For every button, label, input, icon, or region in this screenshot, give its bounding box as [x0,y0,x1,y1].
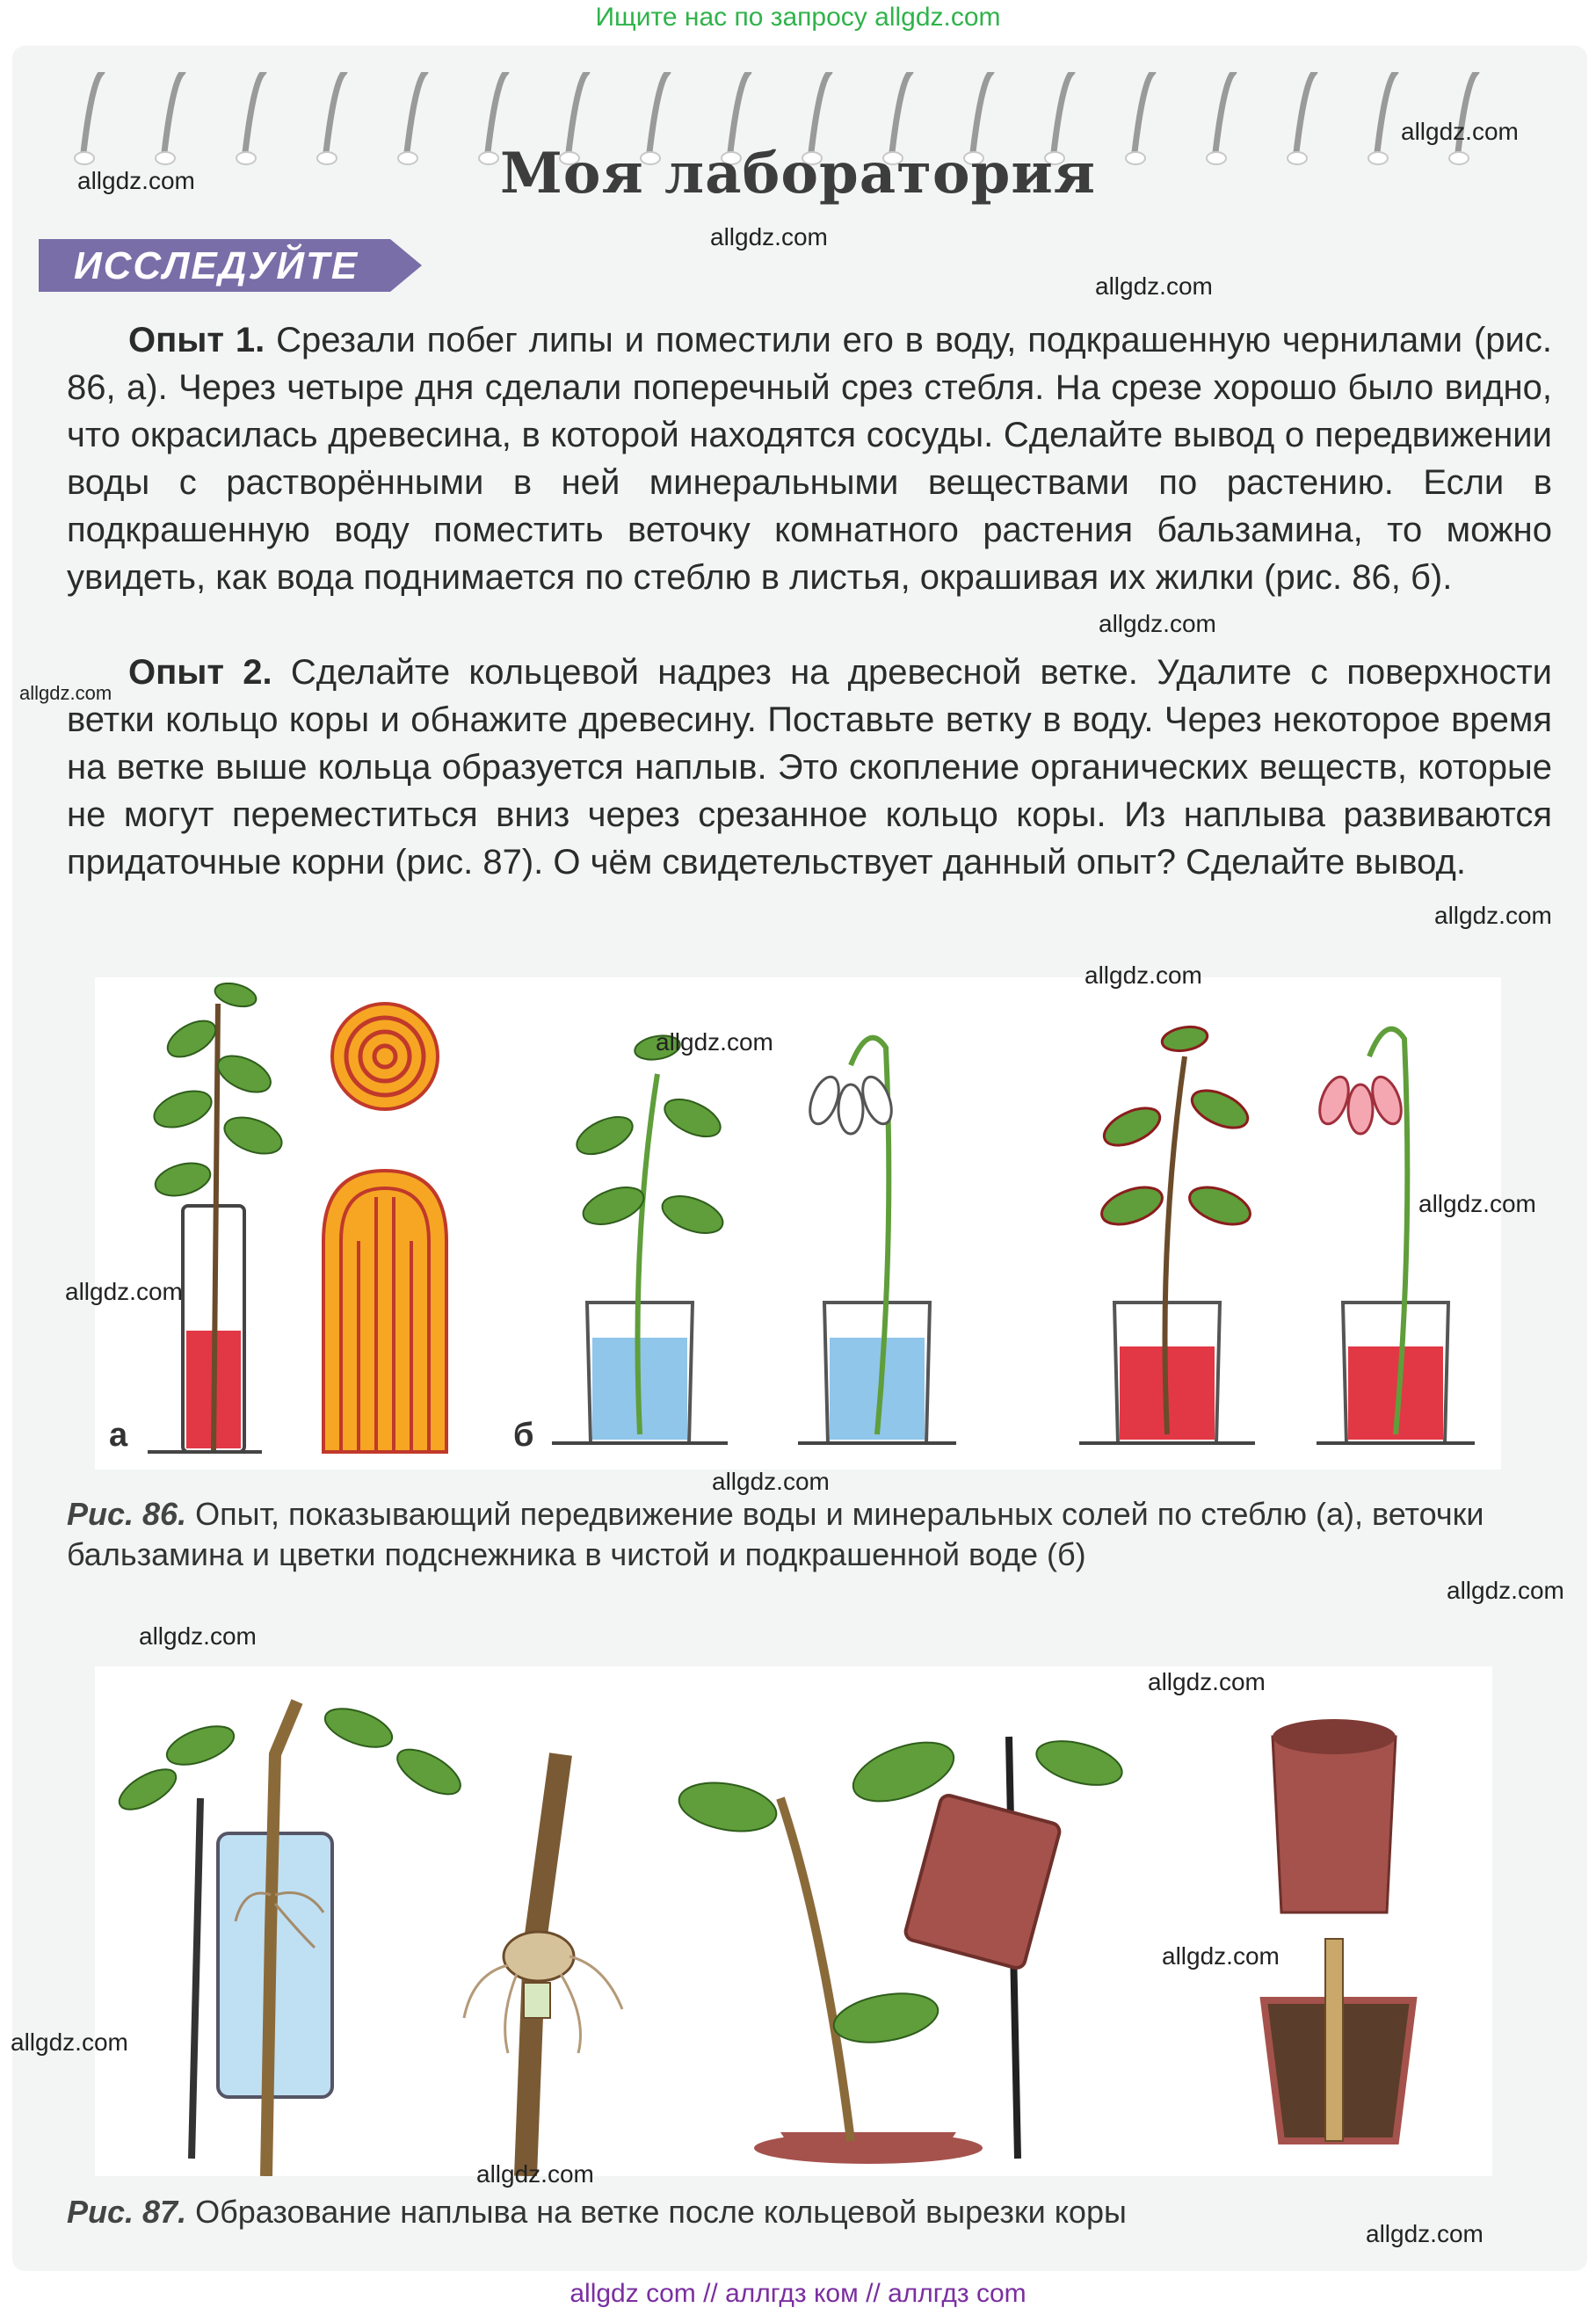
watermark: allgdz.com [712,1468,830,1495]
pot-with-soil [1264,1939,1413,2141]
figure-86-label-a: а [109,1417,128,1454]
branch-in-jar [113,1701,468,2176]
test-tube-shoot [148,979,287,1452]
beaker-snowdrop-clean [798,1038,956,1443]
figure-87-caption [67,2192,1561,2232]
watermark: allgdz.com [1095,272,1213,300]
beaker-snowdrop-red [1314,1029,1475,1443]
watermark: allgdz.com [476,2160,594,2188]
figure-87-caption-number: Рис. 87. [67,2194,187,2230]
bottom-banner[interactable]: allgdz com // аллгдз ком // аллгдз com [569,2279,1027,2308]
beaker-balsam-clean [552,1033,728,1443]
watermark: allgdz.com [1148,1668,1266,1695]
top-banner[interactable]: Ищите нас по запросу allgdz.com [595,3,1001,32]
section-tag [39,239,422,292]
watermark: allgdz.com [1162,1942,1280,1970]
watermark: allgdz.com [710,223,828,250]
experiment-1-text: Срезали побег липы и поместили его в воду, подкрашенную чернилами (рис. 86, а). Через четыре дня сделали поперечный срез стебля. На срезе хорошо было видно, что окрасилась древесина, в которой находятся сосуды. Сделайте вывод о передвижении воды с растворёнными в ней минеральными веществами по растению. Если в подкрашенную воду поместить веточку комнатного растения бальзамина, то можно увидеть, как вода поднимается по стеблю в листья, окрашивая их жилки (рис. 86, б). [67,321,1552,597]
watermark: allgdz.com [1366,2220,1484,2247]
figure-86-caption-text: Опыт, показывающий передвижение воды и минеральных солей по стеблю (а), веточки бальзамина и цветки подснежника в чистой и подкрашенной воде (б) [67,1496,1484,1572]
callus-with-roots [464,1754,622,2176]
watermark: allgdz.com [65,1278,183,1305]
watermark: allgdz.com [11,2028,128,2056]
experiment-2-label: Опыт 2. [128,653,272,692]
watermark: allgdz.com [1099,610,1216,637]
watermark: allgdz.com [1085,962,1202,989]
figure-86-caption [67,1494,1561,1575]
stem-longitudinal-section [323,1171,446,1452]
figure-87-caption-text: Образование наплыва на ветке после кольцевой вырезки коры [195,2194,1127,2230]
experiment-2-text: Сделайте кольцевой надрез на древесной ветке. Удалите с поверхности ветки кольцо коры и обнажите древесину. Поставьте ветку в воду. Через некоторое время на ветке выше кольца образуется наплыв. Это скопление органических веществ, которые не могут переместиться вниз через срезанное кольцо коры. Из наплыва развиваются придаточные корни (рис. 87). О чём свидетельствует данный опыт? Сделайте вывод. [67,653,1553,882]
figure-87-illustration [95,1666,1492,2176]
watermark: allgdz.com [77,167,195,194]
plant-with-pot [675,1731,1127,2164]
experiment-2 [67,649,1552,886]
watermark: allgdz.com [1401,118,1519,145]
watermark: allgdz.com [1418,1190,1536,1217]
figure-86-caption-number: Рис. 86. [67,1496,187,1532]
beaker-balsam-red [1079,1024,1255,1443]
page-title: Моя лаборатория [499,141,1097,207]
watermark: allgdz.com [1434,902,1552,929]
section-tag-label: ИССЛЕДУЙТЕ [74,244,359,287]
watermark: allgdz.com [19,682,112,704]
experiment-1-label: Опыт 1. [128,321,265,359]
figure-86 [95,977,1501,1470]
figure-86-label-b: б [513,1417,534,1454]
figure-87 [95,1666,1492,2176]
figure-86-illustration [95,977,1501,1470]
watermark: allgdz.com [139,1622,257,1650]
split-pot [1273,1719,1396,1912]
experiment-1 [67,316,1552,601]
watermark: allgdz.com [1447,1577,1564,1604]
watermark: allgdz.com [656,1028,773,1056]
stem-cross-section [332,1004,438,1109]
